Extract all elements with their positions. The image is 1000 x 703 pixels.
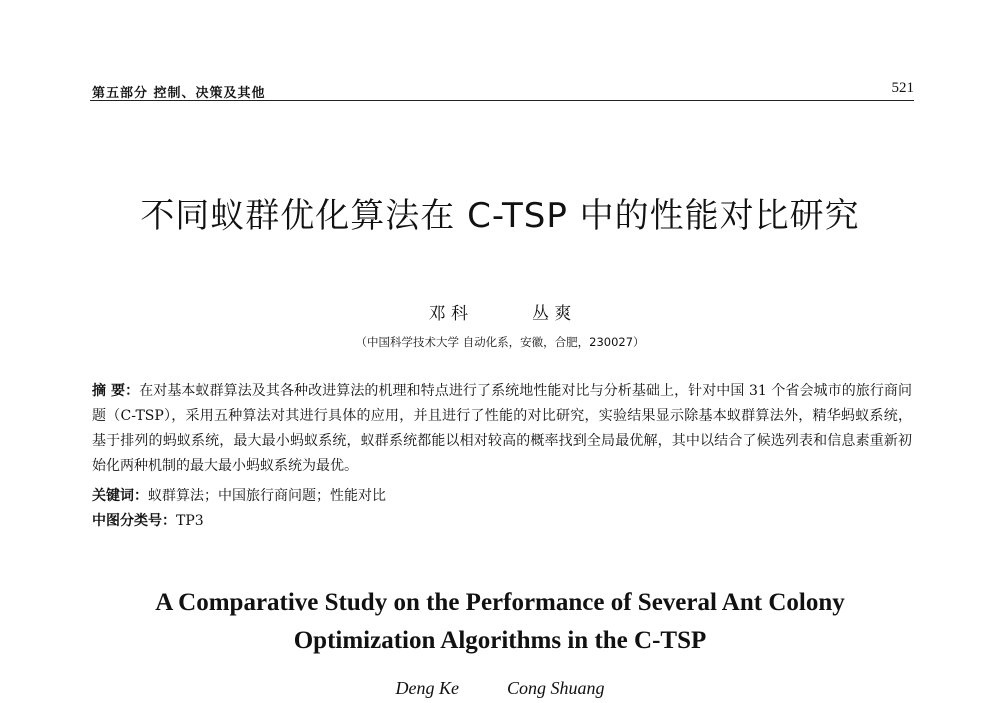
classification-number <box>92 510 204 530</box>
keywords-text: 蚁群算法；中国旅行商问题；性能对比 <box>148 488 386 504</box>
keywords <box>92 485 386 505</box>
running-head: 第五部分 控制、决策及其他 <box>92 86 266 101</box>
english-title-line-1: A Comparative Study on the Performance of Several Ant Colony <box>155 589 845 616</box>
abstract-label: 摘 要： <box>92 383 140 399</box>
chinese-abstract <box>92 379 912 479</box>
author-cn-2: 丛 爽 <box>532 304 572 324</box>
author-en-2: Cong Shuang <box>506 678 605 698</box>
english-title <box>0 584 1000 660</box>
page-number: 521 <box>891 80 914 96</box>
chinese-authors <box>0 299 1000 324</box>
author-en-1: Deng Ke <box>395 678 459 698</box>
header-rule <box>90 100 914 101</box>
english-authors <box>0 678 1000 699</box>
english-title-line-2: Optimization Algorithms in the C-TSP <box>293 627 707 654</box>
author-cn-1: 邓 科 <box>428 304 468 324</box>
abstract-text: 在对基本蚁群算法及其各种改进算法的机理和特点进行了系统地性能对比与分析基础上，针对中国 31 个省会城市的旅行商问题（C-TSP），采用五种算法对其进行具体的应用，并且进行了性能的对比研究，实验结果显示除基本蚁群算法外，精华蚂蚁系统，基于排列的蚂蚁系统，最大最小蚂蚁系统，蚁群系统都能以相对较高的概率找到全局最优解，其中以结合了候选列表和信息素重新初始化两种机制的最大最小蚂蚁系统为最优。 <box>92 383 913 474</box>
chinese-affiliation: （中国科学技术大学 自动化系，安徽，合肥，230027） <box>355 335 645 349</box>
keywords-label: 关键词： <box>92 488 148 504</box>
clc-label: 中图分类号： <box>92 513 176 529</box>
clc-text: TP3 <box>176 513 204 529</box>
chinese-title: 不同蚁群优化算法在 C-TSP 中的性能对比研究 <box>140 196 860 236</box>
